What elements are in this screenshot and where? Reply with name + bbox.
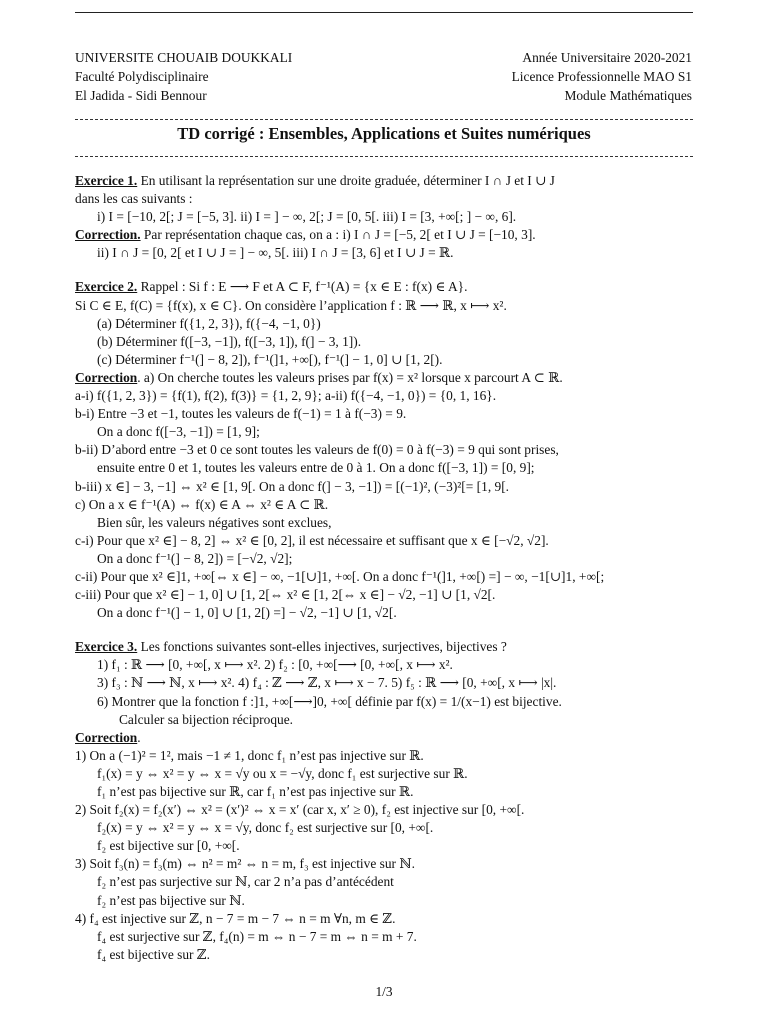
line-text: b-i) Entre −3 et −1, toutes les valeurs de f(−1) = 1 à f(−3) = 9. — [75, 406, 407, 422]
line-text: Par représentation chaque cas, on a : i) I ∩ J = [−5, 2[ et I ∪ J = [−10, 3]. — [140, 227, 536, 243]
top-rule — [75, 12, 693, 13]
text-line — [75, 496, 699, 514]
text-line — [75, 315, 699, 333]
header-left — [75, 48, 292, 105]
line-text: (a) Déterminer f({1, 2, 3}), f({−4, −1, 0}) — [97, 315, 321, 331]
line-text: (c) Déterminer f⁻¹(] − 8, 2]), f⁻¹(]1, +∞[), f⁻¹(] − 1, 0] ∪ [1, 2[). — [97, 351, 443, 367]
text-line — [75, 873, 699, 891]
section-gap — [75, 622, 699, 638]
section-label: Correction — [75, 369, 138, 385]
text-line — [75, 855, 699, 873]
line-text: On a donc f⁻¹(] − 1, 0] ∪ [1, 2[) =] − √2, −1] ∪ [1, √2[. — [97, 605, 397, 621]
text-line — [75, 351, 699, 369]
page-title: TD corrigé : Ensembles, Applications et Suites numériques — [177, 124, 591, 143]
text-line — [75, 819, 699, 837]
section-label: Exercice 1. — [75, 173, 138, 188]
text-line — [75, 892, 699, 910]
line-text: f₁(x) = y ⇔ x² = y ⇔ x = √y ou x = −√y, donc f₁ est surjective sur ℝ. — [97, 765, 468, 781]
text-line — [75, 693, 699, 711]
title-dashed-rule-bottom — [75, 156, 693, 157]
text-line — [75, 172, 699, 190]
text-line — [75, 783, 699, 801]
text-line — [75, 532, 699, 550]
text-line — [75, 711, 699, 729]
line-text: Les fonctions suivantes sont-elles injectives, surjectives, bijectives ? — [137, 639, 507, 655]
line-text: ensuite entre 0 et 1, toutes les valeurs entre de 0 à 1. On a donc f([−3, 1]) = [0, 9]; — [97, 460, 535, 476]
header-right — [512, 48, 692, 105]
text-line — [75, 765, 699, 783]
line-text: a-i) f({1, 2, 3}) = {f(1), f(2), f(3)} = {1, 2, 9}; a-ii) f({−4, −1, 0}) = {0, 1, 16}. — [75, 388, 497, 404]
line-text: c-i) Pour que x² ∈] − 8, 2] ⇔ x² ∈ [0, 2], il est nécessaire et suffisant que x ∈ [−√2, √2]. — [75, 532, 549, 548]
line-text: f₂ est bijective sur [0, +∞[. — [97, 838, 240, 854]
text-line — [75, 208, 699, 226]
section-label: Correction. — [75, 227, 141, 243]
text-line — [75, 478, 699, 496]
text-line — [75, 638, 699, 656]
line-text: f₂ n’est pas bijective sur ℕ. — [97, 892, 245, 908]
text-line — [75, 459, 699, 477]
line-text: 4) f₄ est injective sur ℤ, n − 7 = m − 7 ⇔ n = m ∀n, m ∈ ℤ. — [75, 910, 396, 926]
text-line — [75, 405, 699, 423]
text-line — [75, 674, 699, 692]
academic-year: Année Universitaire 2020-2021 — [522, 50, 692, 65]
text-line — [75, 333, 699, 351]
line-text: 3) Soit f₃(n) = f₃(m) ⇔ n² = m² ⇔ n = m, f₃ est injective sur ℕ. — [75, 856, 415, 872]
line-text: Bien sûr, les valeurs négatives sont exclues, — [97, 514, 332, 530]
text-line — [75, 550, 699, 568]
line-text: f₂(x) = y ⇔ x² = y ⇔ x = √y, donc f₂ est surjective sur [0, +∞[. — [97, 820, 434, 836]
section-label: Correction — [75, 729, 138, 745]
section-gap — [75, 262, 699, 278]
exercise-body — [75, 172, 699, 964]
text-line — [75, 946, 699, 964]
text-line — [75, 928, 699, 946]
section-label: Exercice 2. — [75, 279, 138, 295]
text-line — [75, 278, 699, 296]
line-text: . a) On cherche toutes les valeurs prises par f(x) = x² lorsque x parcourt A ⊂ ℝ. — [137, 369, 563, 385]
text-line — [75, 369, 699, 387]
text-line — [75, 656, 699, 674]
line-text: f₄ est surjective sur ℤ, f₄(n) = m ⇔ n − 7 = m ⇔ n = m + 7. — [97, 928, 417, 944]
line-text: f₁ n’est pas bijective sur ℝ, car f₁ n’est pas injective sur ℝ. — [97, 784, 414, 799]
line-text: . — [137, 729, 141, 745]
line-text: c-iii) Pour que x² ∈] − 1, 0] ∪ [1, 2[⇔ x² ∈ [1, 2[⇔ x ∈] − √2, −1] ∪ [1, √2[. — [75, 587, 496, 603]
line-text: c-ii) Pour que x² ∈]1, +∞[⇔ x ∈] − ∞, −1[∪]1, +∞[. On a donc f⁻¹(]1, +∞[) =] − ∞, −1[∪]1, +∞[; — [75, 568, 605, 584]
degree-name: Licence Professionnelle MAO S1 — [511, 69, 692, 84]
line-text: i) I = [−10, 2[; J = [−5, 3]. ii) I = ] − ∞, 2[; J = [0, 5[. iii) I = [3, +∞[; ] − ∞, 6]. — [97, 209, 517, 225]
faculty-name: Faculté Polydisciplinaire — [75, 69, 209, 84]
line-text: En utilisant la représentation sur une droite graduée, déterminer I ∩ J et I ∪ J — [137, 173, 555, 188]
title-dashed-rule-top — [75, 119, 693, 120]
line-text: On a donc f([−3, −1]) = [1, 9]; — [97, 424, 260, 440]
line-text: b-iii) x ∈] − 3, −1] ⇔ x² ∈ [1, 9[. On a donc f(] − 3, −1]) = [(−1)², (−3)²[= [1, 9[. — [75, 478, 510, 494]
text-line — [75, 441, 699, 459]
line-text: Si C ∈ E, f(C) = {f(x), x ∈ C}. On considère l’application f : ℝ ⟶ ℝ, x ⟼ x². — [75, 297, 507, 313]
line-text: 2) Soit f₂(x) = f₂(x′) ⇔ x² = (x′)² ⇔ x = x′ (car x, x′ ≥ 0), f₂ est injective sur [0, +∞[. — [75, 802, 525, 818]
university-name: UNIVERSITE CHOUAIB DOUKKALI — [75, 50, 293, 65]
text-line — [75, 423, 699, 441]
section-label: Exercice 3. — [75, 639, 138, 655]
line-text: f₂ n’est pas surjective sur ℕ, car 2 n’a pas d’antécédent — [97, 874, 394, 890]
text-line — [75, 244, 699, 262]
text-line — [75, 604, 699, 622]
line-text: (b) Déterminer f([−3, −1]), f([−3, 1]), f(] − 3, 1]). — [97, 333, 362, 349]
text-line — [75, 297, 699, 315]
text-line — [75, 747, 699, 765]
line-text: 6) Montrer que la fonction f :]1, +∞[⟶]0, +∞[ définie par f(x) = 1/(x−1) est bijective. — [97, 693, 562, 709]
page-number: 1/3 — [375, 984, 393, 999]
city-name: El Jadida - Sidi Bennour — [75, 88, 207, 103]
line-text: dans les cas suivants : — [75, 191, 193, 207]
line-text: c) On a x ∈ f⁻¹(A) ⇔ f(x) ∈ A ⇔ x² ∈ A ⊂ ℝ. — [75, 496, 329, 512]
line-text: f₄ est bijective sur ℤ. — [97, 946, 210, 962]
text-line — [75, 568, 699, 586]
text-line — [75, 910, 699, 928]
line-text: b-ii) D’abord entre −3 et 0 ce sont toutes les valeurs de f(0) = 0 à f(−3) = 9 qui sont prises, — [75, 442, 559, 458]
text-line — [75, 586, 699, 604]
module-name: Module Mathématiques — [564, 88, 692, 103]
line-text: 1) On a (−1)² = 1², mais −1 ≠ 1, donc f₁ n’est pas injective sur ℝ. — [75, 747, 424, 763]
text-line — [75, 190, 699, 208]
text-line — [75, 729, 699, 747]
text-line — [75, 226, 699, 244]
line-text: 3) f₃ : ℕ ⟶ ℕ, x ⟼ x². 4) f₄ : ℤ ⟶ ℤ, x ⟼ x − 7. 5) f₅ : ℝ ⟶ [0, +∞[, x ⟼ |x|. — [97, 675, 557, 691]
text-line — [75, 387, 699, 405]
line-text: 1) f₁ : ℝ ⟶ [0, +∞[, x ⟼ x². 2) f₂ : [0, +∞[⟶ [0, +∞[, x ⟼ x². — [97, 657, 453, 673]
text-line — [75, 837, 699, 855]
text-line — [75, 514, 699, 532]
line-text: ii) I ∩ J = [0, 2[ et I ∪ J = ] − ∞, 5[. iii) I ∩ J = [3, 6] et I ∪ J = ℝ. — [97, 245, 454, 261]
line-text: Calculer sa bijection réciproque. — [119, 711, 294, 727]
line-text: Rappel : Si f : E ⟶ F et A ⊂ F, f⁻¹(A) = {x ∈ E : f(x) ∈ A}. — [137, 279, 468, 295]
line-text: On a donc f⁻¹(] − 8, 2]) = [−√2, √2]; — [97, 550, 293, 566]
text-line — [75, 801, 699, 819]
